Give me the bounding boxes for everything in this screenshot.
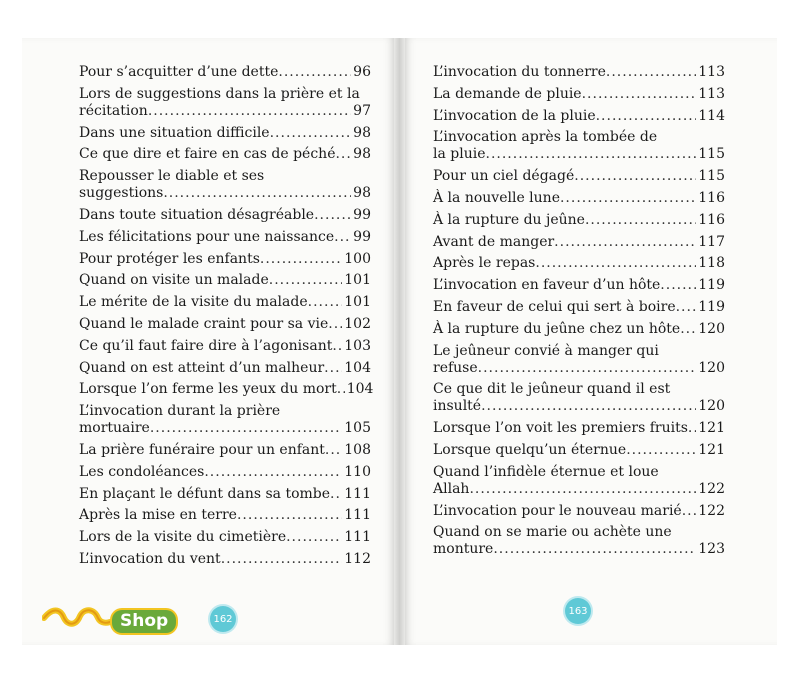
dot-leader [260,251,342,268]
dot-leader [286,529,342,546]
toc-entry-title-line: L’invocation durant la prière [79,403,281,420]
toc-entry-title-line: suggestions [79,185,164,202]
toc-entry-title-line: La demande de pluie [433,85,582,102]
toc-entry [79,86,371,125]
dot-leader [596,108,697,125]
toc-entry-row [79,207,371,224]
toc-entry-page-number: 116 [698,211,725,228]
toc-entry-page-number: 119 [698,298,725,315]
toc-entry [433,381,725,420]
toc-entry [433,343,725,382]
toc-entry [433,503,725,525]
toc-entry-title-line: la pluie [433,146,486,163]
left-table-of-contents [79,64,374,573]
toc-entry-page-number: 115 [698,168,725,185]
toc-entry-title-line: Lors de la visite du cimetière [79,529,287,546]
toc-entry-row [433,234,725,251]
toc-entry-page-number: 98 [353,185,371,202]
toc-entry-title-line: En plaçant le défunt dans sa tombe [79,485,331,502]
toc-entry [433,442,725,464]
toc-entry [433,86,725,108]
toc-entry-title-line: Après le repas [433,255,536,272]
dot-leader [204,464,342,481]
toc-entry-row [79,229,371,246]
book-gutter [394,38,405,645]
left-page-number: 162 [210,606,236,632]
toc-entry-title-line: Pour protéger les enfants [79,250,260,267]
dot-leader [328,316,342,333]
dot-leader [606,64,696,81]
toc-entry-page-number: 111 [344,485,371,502]
toc-entry-page-number: 98 [353,124,371,141]
toc-entry-row [433,299,725,316]
toc-entry [79,507,371,529]
toc-entry [433,234,725,256]
dot-leader [150,420,342,437]
toc-entry-title-line: mortuaire [79,420,150,437]
toc-entry [433,108,725,130]
toc-entry-row [433,64,725,81]
dot-leader [332,338,342,355]
toc-entry [433,168,725,190]
toc-entry [433,420,725,442]
toc-entry-page-number: 111 [344,507,371,524]
toc-entry-page-number: 110 [344,463,371,480]
toc-entry-row [79,486,371,503]
toc-entry [79,125,371,147]
dot-leader [314,207,351,224]
right-page-number: 163 [565,598,591,624]
toc-entry-page-number: 123 [698,541,725,558]
dot-leader [330,486,342,503]
dot-leader [148,103,351,120]
toc-entry-page-number: 111 [344,529,371,546]
toc-entry [79,229,371,251]
toc-entry-page-number: 114 [698,107,725,124]
toc-entry-title-line: Pour s’acquitter d’une dette [79,64,279,80]
toc-entry-title-line: Avant de manger [433,233,555,250]
toc-entry [79,168,371,207]
toc-entry-title-line: Lorsque quelqu’un éternue [433,441,627,458]
toc-entry-title-line: Quand on se marie ou achète une [433,524,672,541]
toc-entry-title-line: L’invocation en faveur d’un hôte [433,277,661,294]
toc-entry-page-number: 120 [698,398,725,415]
toc-entry-row [79,381,374,398]
toc-entry-row [433,442,725,459]
toc-entry-title-line: La prière funéraire pour un enfant [79,441,325,458]
toc-entry-row [79,316,371,333]
dot-leader [478,360,697,377]
toc-entry-title-line: récitation [79,102,148,119]
toc-entry-row [79,551,371,568]
toc-entry-title-line: Quand on est atteint d’un malheur [79,359,325,376]
toc-entry [433,321,725,343]
toc-entry [79,316,371,338]
toc-entry-page-number: 121 [698,420,725,437]
toc-entry [79,464,371,486]
dot-leader [560,190,696,207]
toc-entry-title-line: À la rupture du jeûne chez un hôte [433,320,681,337]
dot-leader [626,442,696,459]
toc-entry [79,251,371,273]
toc-entry-title-line: Dans une situation difficile [79,124,270,141]
toc-entry-row [433,255,725,272]
toc-entry [433,277,725,299]
toc-entry-title-line: L’invocation après la tombée de [433,129,658,146]
toc-entry [79,403,371,442]
toc-entry-row [79,64,371,81]
toc-entry-page-number: 103 [344,337,371,354]
toc-entry-title-line: refuse [433,359,478,376]
toc-entry [79,294,371,316]
toc-entry-page-number: 96 [353,64,371,80]
toc-entry-row [433,420,725,437]
toc-entry-page-number: 99 [353,206,371,223]
toc-entry [433,299,725,321]
dot-leader [269,272,343,289]
right-table-of-contents [433,64,725,563]
toc-entry-page-number: 115 [698,146,725,163]
dot-leader [574,168,696,185]
toc-entry-row [79,529,371,546]
toc-entry [433,255,725,277]
toc-entry-title-line: Dans toute situation désagréable [79,206,315,223]
toc-entry-title-line: Lorsque l’on voit les premiers fruits [433,420,688,437]
toc-entry-row [433,277,725,294]
toc-entry-title-line: Lors de suggestions dans la prière et la [79,85,360,102]
toc-entry-title-line: À la nouvelle lune [433,189,560,206]
toc-entry-row [79,464,371,481]
toc-entry-title-line: L’invocation du vent [79,550,221,567]
toc-entry-row [79,125,371,142]
toc-entry-page-number: 97 [353,102,371,119]
toc-entry-title-line: Le mérite de la visite du malade [79,294,308,311]
toc-entry [79,64,371,86]
toc-entry-title-line: Ce que dit le jeûneur quand il est [433,381,671,398]
toc-entry-row [433,168,725,185]
toc-entry-page-number: 120 [698,320,725,337]
dot-leader [481,398,696,415]
dot-leader [308,294,343,311]
dot-leader [237,507,342,524]
dot-leader [334,229,351,246]
toc-entry-page-number: 116 [698,189,725,206]
dot-leader [324,360,342,377]
shop-logo [42,600,182,640]
toc-entry-title-line: Quand l’infidèle éternue et loue [433,463,659,480]
toc-entry-title-line: Pour un ciel dégagé [433,168,575,185]
dot-leader [325,442,342,459]
dot-leader [163,185,351,202]
dot-leader [585,212,696,229]
dot-leader [337,381,345,398]
toc-entry-row [433,321,725,338]
dot-leader [688,420,696,437]
toc-entry-row [79,146,371,163]
logo-swoosh-icon [42,604,112,634]
dot-leader [486,146,697,163]
toc-entry-page-number: 101 [344,272,371,289]
toc-entry-row [433,146,725,163]
toc-entry [79,272,371,294]
dot-leader [335,146,351,163]
toc-entry-page-number: 113 [698,85,725,102]
toc-entry-title-line: Les félicitations pour une naissance [79,228,335,245]
toc-entry-row [433,360,725,377]
toc-entry-page-number: 99 [353,228,371,245]
toc-entry-row [433,86,725,103]
toc-entry-title-line: L’invocation de la pluie [433,107,596,124]
toc-entry-row [79,420,371,437]
toc-entry-page-number: 100 [344,250,371,267]
logo-text: Shop [112,610,176,633]
toc-entry-title-line: monture [433,541,494,558]
toc-entry [79,360,371,382]
toc-entry-page-number: 121 [698,441,725,458]
toc-entry-title-line: Les condoléances [79,463,205,480]
toc-entry [433,212,725,234]
toc-entry-page-number: 98 [353,146,371,163]
dot-leader [221,551,343,568]
toc-entry-row [433,212,725,229]
dot-leader [660,277,696,294]
toc-entry-page-number: 117 [698,233,725,250]
toc-entry-row [79,185,371,202]
toc-entry-page-number: 105 [344,420,371,437]
toc-entry-page-number: 102 [344,315,371,332]
toc-entry-row [79,442,371,459]
toc-entry-page-number: 101 [344,294,371,311]
toc-entry-title-line: Allah [433,480,470,497]
toc-entry [79,146,371,168]
toc-entry-page-number: 122 [698,480,725,497]
dot-leader [278,64,351,81]
toc-entry [79,486,371,508]
toc-entry [79,207,371,229]
dot-leader [676,299,697,316]
toc-entry-row [79,294,371,311]
dot-leader [682,503,697,520]
toc-entry-row [79,251,371,268]
toc-entry-page-number: 108 [344,441,371,458]
toc-entry [79,381,374,403]
toc-entry-title-line: Ce que dire et faire en cas de péché [79,146,336,163]
toc-entry [433,129,725,168]
toc-entry [79,442,371,464]
toc-entry-row [79,360,371,377]
toc-entry-row [433,503,725,520]
toc-entry-title-line: Ce qu’il faut faire dire à l’agonisant [79,337,333,354]
toc-entry-row [79,338,371,355]
toc-entry [433,524,725,563]
toc-entry [433,464,725,503]
toc-entry [433,190,725,212]
toc-entry-title-line: Le jeûneur convié à manger qui [433,342,659,359]
dot-leader [469,481,696,498]
toc-entry-title-line: Quand le malade craint pour sa vie [79,315,329,332]
toc-entry-title-line: L’invocation du tonnerre [433,64,606,80]
toc-entry-title-line: insulté [433,398,482,415]
toc-entry-page-number: 122 [698,502,725,519]
toc-entry-row [79,103,371,120]
dot-leader [680,321,696,338]
toc-entry-page-number: 104 [344,359,371,376]
toc-entry-row [433,398,725,415]
dot-leader [582,86,697,103]
toc-entry-row [79,507,371,524]
toc-entry-row [433,541,725,558]
toc-entry-title-line: À la rupture du jeûne [433,211,585,228]
toc-entry-title-line: Quand on visite un malade [79,272,269,289]
toc-entry-row [433,190,725,207]
toc-entry [433,64,725,86]
toc-entry [79,338,371,360]
toc-entry-page-number: 118 [698,255,725,272]
toc-entry-page-number: 113 [698,64,725,80]
dot-leader [270,125,352,142]
toc-entry-page-number: 120 [698,359,725,376]
toc-entry-page-number: 104 [346,381,374,398]
toc-entry-row [79,272,371,289]
toc-entry [79,529,371,551]
dot-leader [554,234,696,251]
toc-entry-title-line: L’invocation pour le nouveau marié [433,502,682,519]
toc-entry-title-line: Après la mise en terre [79,507,237,524]
dot-leader [535,255,696,272]
toc-entry-row [433,108,725,125]
toc-entry-page-number: 119 [698,277,725,294]
toc-entry-title-line: En faveur de celui qui sert à boire [433,298,676,315]
toc-entry-page-number: 112 [344,550,371,567]
toc-entry-row [433,481,725,498]
toc-entry [79,551,371,573]
dot-leader [493,541,696,558]
toc-entry-title-line: Repousser le diable et ses [79,168,265,185]
toc-entry-title-line: Lorsque l’on ferme les yeux du mort [79,381,337,398]
